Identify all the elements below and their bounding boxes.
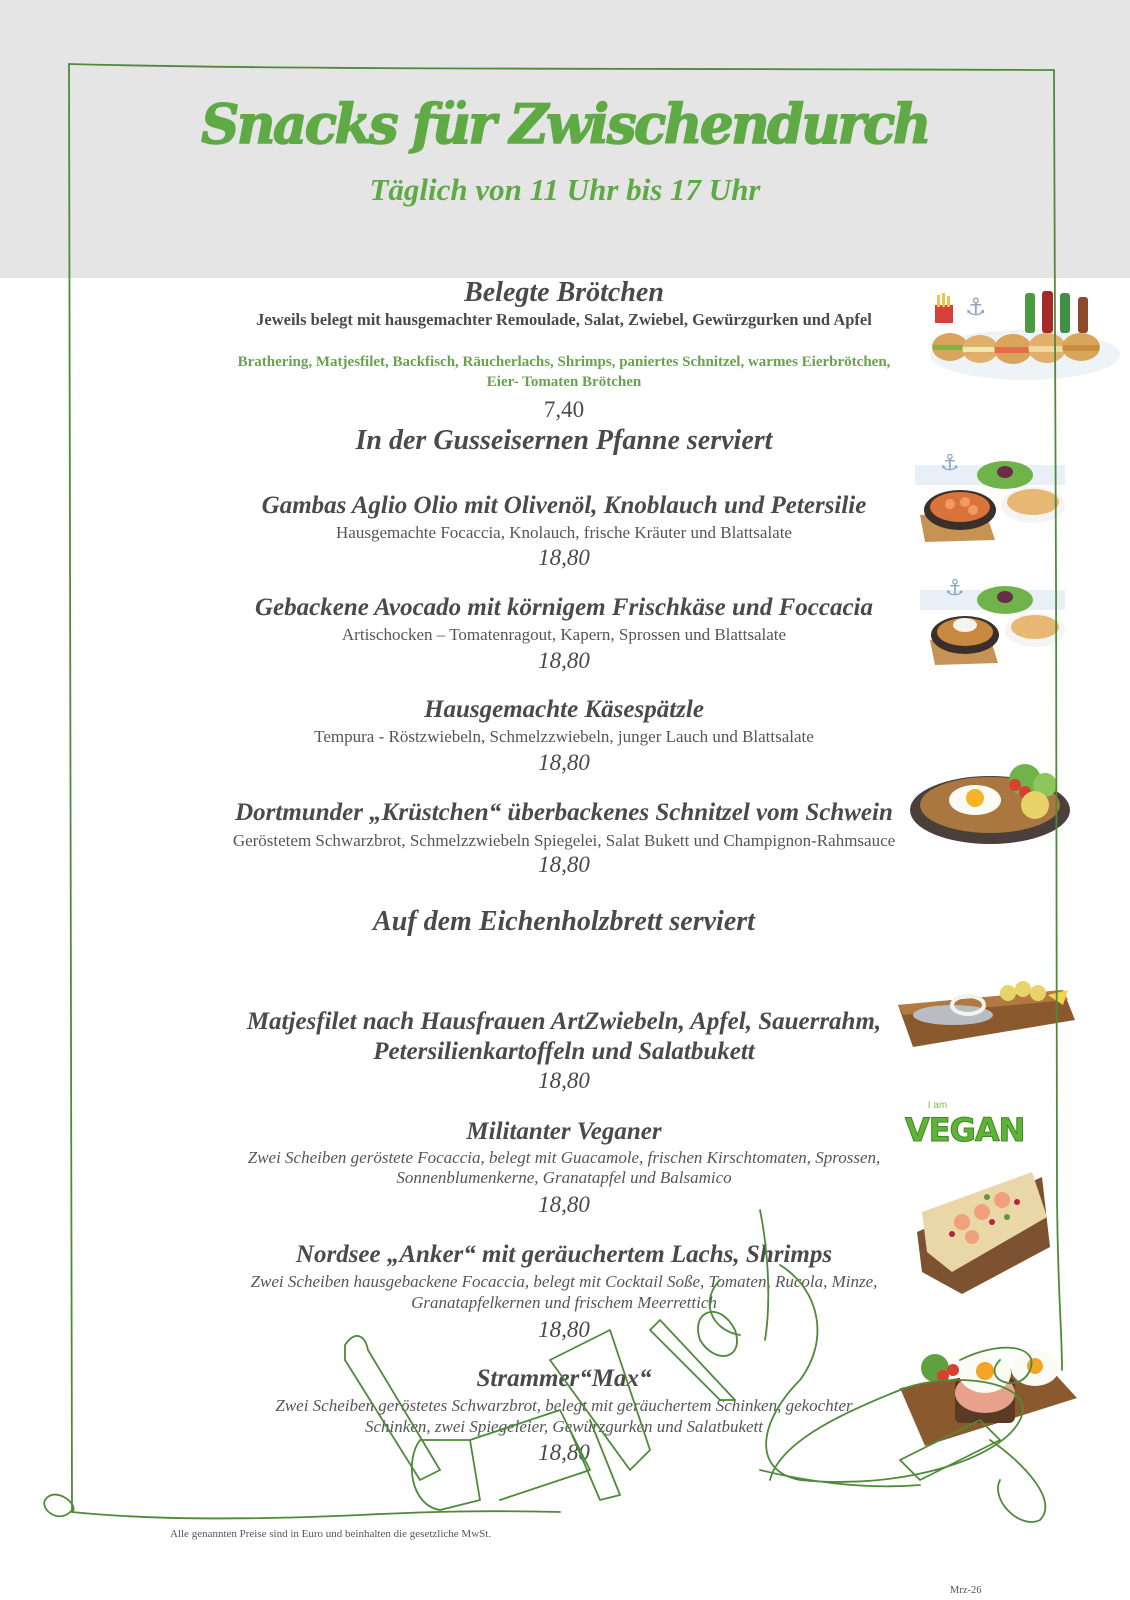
broetchen-options-line1: Brathering, Matjesfilet, Backfisch, Räucherlachs, Shrimps, paniertes Schnitzel, warmes Eierbrötchen, [237, 354, 891, 370]
item-avocado-price: 18,80 [538, 648, 590, 673]
item-matjes-name-line2: Petersilienkartoffeln und Salatbukett [373, 1038, 755, 1065]
broetchen-description: Jeweils belegt mit hausgemachter Remoulade, Salat, Zwiebel, Gewürzgurken und Apfel [256, 310, 872, 329]
edition-code: Mrz-26 [950, 1585, 982, 1596]
broetchen-options-line2: Eier- Tomaten Brötchen [486, 374, 642, 390]
item-avocado-name: Gebackene Avocado mit körnigem Frischkäse und Foccacia [254, 594, 873, 621]
menu-title: Snacks für Zwischendurch [201, 92, 929, 156]
item-kaesespaetzle-name: Hausgemachte Käsespätzle [424, 696, 704, 723]
item-veganer-desc-line1: Zwei Scheiben geröstete Focaccia, belegt mit Guacamole, frischen Kirschtomaten, Sprossen, [247, 1148, 881, 1167]
item-nordsee-desc-line2: Granatapfelkernen und frischem Meerrettich [411, 1293, 717, 1312]
item-nordsee-desc-line1: Zwei Scheiben hausgebackene Focaccia, belegt mit Cocktail Soße, Tomaten, Rucola, Minze, [250, 1272, 878, 1291]
item-gambas-name: Gambas Aglio Olio mit Olivenöl, Knoblauch und Petersilie [261, 492, 867, 519]
svg-text:⚓: ⚓ [940, 451, 960, 476]
broetchen-price: 7,40 [543, 397, 585, 422]
item-kaesespaetzle-price: 18,80 [538, 750, 590, 775]
item-strammer-max-price: 18,80 [538, 1440, 590, 1465]
item-nordsee-price: 18,80 [538, 1317, 590, 1342]
section-title-pfanne: In der Gusseisernen Pfanne serviert [355, 425, 773, 456]
section-title-broetchen: Belegte Brötchen [464, 277, 664, 308]
item-veganer-desc-line2: Sonnenblumenkerne, Granatapfel und Balsamico [396, 1168, 732, 1187]
vegan-badge-text: VEGAN [905, 1111, 1025, 1149]
item-kruestchen-name: Dortmunder „Krüstchen“ überbackenes Schnitzel vom Schwein [235, 799, 893, 826]
item-veganer-price: 18,80 [538, 1192, 590, 1217]
item-matjes-name-line1: Matjesfilet nach Hausfrauen ArtZwiebeln, Apfel, Sauerrahm, [246, 1008, 882, 1035]
item-kruestchen-price: 18,80 [538, 852, 590, 877]
item-kaesespaetzle-desc: Tempura - Röstzwiebeln, Schmelzzwiebeln, junger Lauch und Blattsalate [314, 727, 814, 746]
item-strammer-max-name: Strammer“Max“ [476, 1365, 652, 1392]
item-matjes-price: 18,80 [538, 1068, 590, 1093]
item-avocado-desc: Artischocken – Tomatenragout, Kapern, Sprossen und Blattsalate [341, 625, 787, 644]
svg-text:⚓: ⚓ [965, 293, 987, 321]
svg-text:⚓: ⚓ [945, 576, 965, 601]
sandwiches-drinks-image [925, 285, 1120, 385]
item-kruestchen-desc: Geröstetem Schwarzbrot, Schmelzzwiebeln Spiegelei, Salat Bukett und Champignon-Rahmsauce [232, 831, 896, 850]
price-note: Alle genannten Preise sind in Euro und beinhalten die gesetzliche MwSt. [170, 1528, 492, 1540]
item-veganer-name: Militanter Veganer [466, 1118, 662, 1145]
item-gambas-price: 18,80 [538, 545, 590, 570]
item-strammer-max-desc-line1: Zwei Scheiben geröstetes Schwarzbrot, belegt mit geräuchertem Schinken, gekochter [275, 1396, 853, 1415]
avocado-pan-image [920, 565, 1065, 665]
item-nordsee-name: Nordsee „Anker“ mit geräuchertem Lachs, Shrimps [295, 1241, 833, 1268]
vegan-badge-small-text: I am [927, 1100, 948, 1111]
menu-hours: Täglich von 11 Uhr bis 17 Uhr [369, 172, 761, 207]
item-gambas-desc: Hausgemachte Focaccia, Knolauch, frische Kräuter und Blattsalate [336, 523, 792, 542]
item-strammer-max-desc-line2: Schinken, zwei Spiegeleier, Gewürzgurken und Salatbukett [365, 1417, 763, 1436]
section-title-brett: Auf dem Eichenholzbrett serviert [373, 906, 755, 937]
